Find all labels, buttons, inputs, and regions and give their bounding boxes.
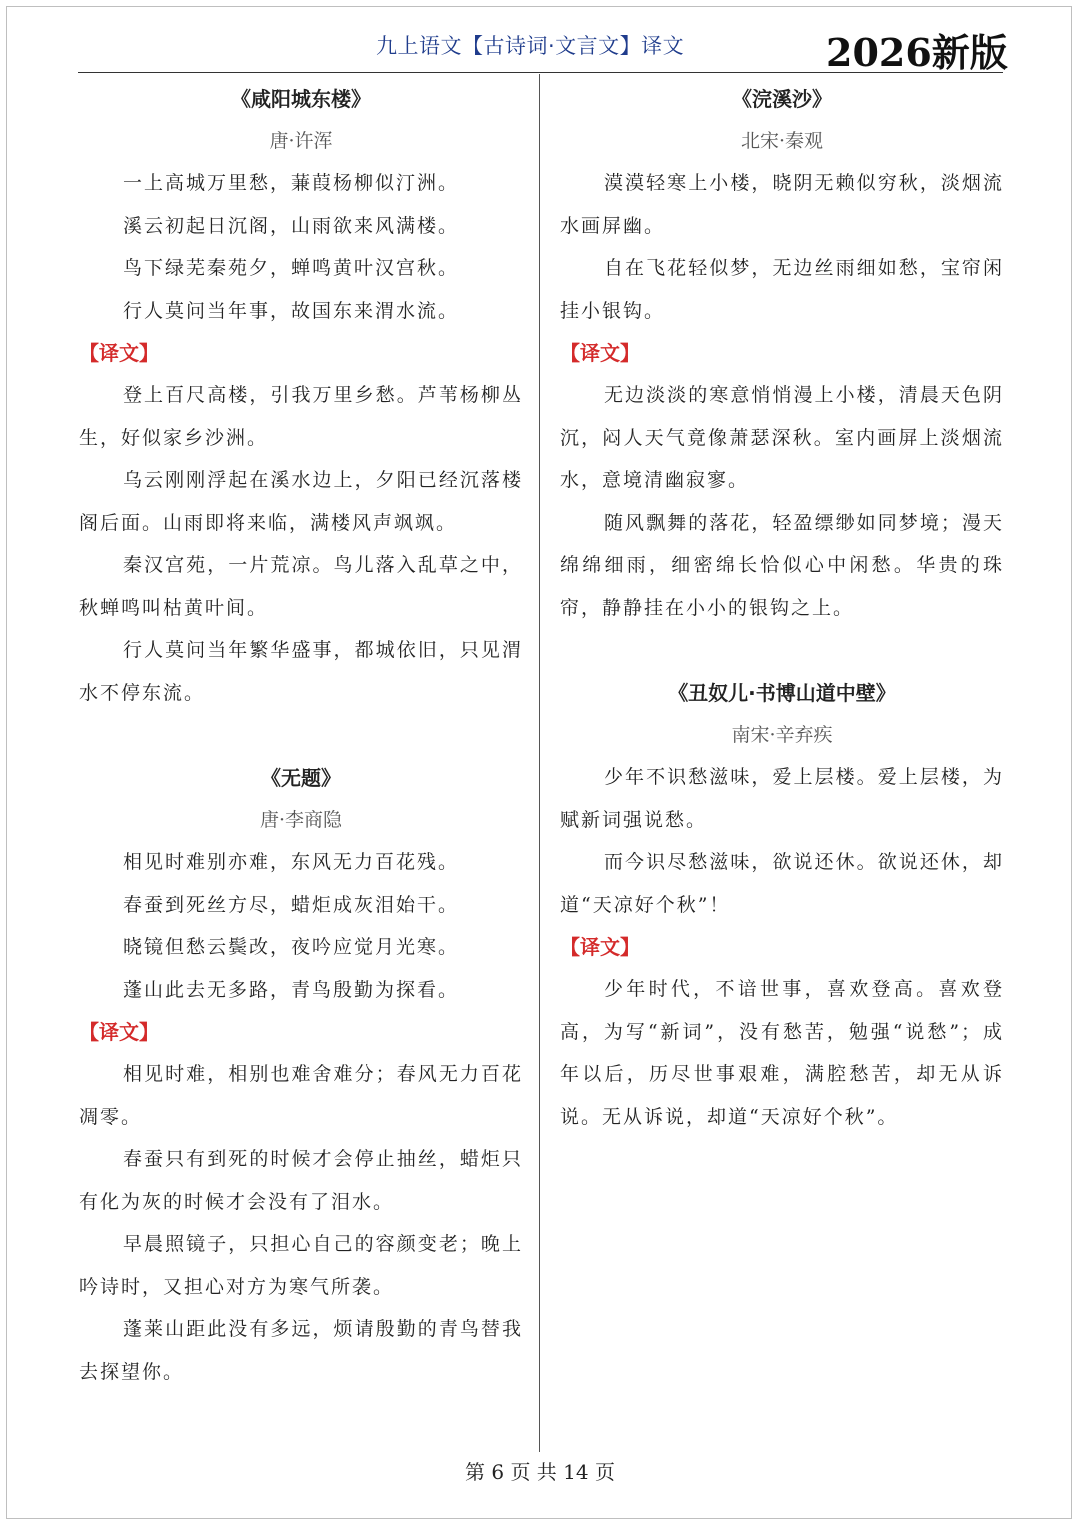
- poem-author: 唐·许浑: [269, 130, 333, 152]
- poem-author: 南宋·辛弃疾: [731, 724, 833, 746]
- poem-title: 《咸阳城东楼》: [231, 87, 371, 111]
- translation-paragraph: 无边淡淡的寒意悄悄漫上小楼，清晨天色阴沉，闷人天气竟像萧瑟深秋。室内画屏上淡烟流水，意境清幽寂寥。: [560, 384, 1004, 491]
- header-rule: [78, 72, 1003, 73]
- poem-line: 漠漠轻寒上小楼，晓阴无赖似穷秋，淡烟流水画屏幽。: [560, 172, 1004, 237]
- translation-paragraph: 少年时代，不谙世事，喜欢登高。喜欢登高，为写“新词”，没有愁苦，勉强“说愁”；成年以后，历尽世事艰难，满腔愁苦，却无从诉说。无从诉说，却道“天凉好个秋”。: [560, 978, 1004, 1128]
- header-edition: 2026新版: [826, 30, 1008, 75]
- translation-label: 【译文】: [560, 935, 640, 959]
- translation-label: 【译文】: [560, 341, 640, 365]
- poem-line: 蓬山此去无多路，青鸟殷勤为探看。: [123, 978, 460, 1001]
- poem-title: 《丑奴儿·书博山道中壁》: [668, 681, 896, 705]
- header-subject: 九上语文【古诗词·文言文】译文: [376, 34, 685, 58]
- translation-paragraph: 登上百尺高楼，引我万里乡愁。芦苇杨柳丛生，好似家乡沙洲。: [79, 384, 523, 449]
- poem-block-huanxisha: [560, 78, 1004, 629]
- poem-line: 相见时难别亦难，东风无力百花残。: [123, 851, 460, 873]
- translation-label: 【译文】: [79, 1020, 159, 1044]
- translation-label: 【译文】: [79, 341, 159, 365]
- poem-author: 北宋·秦观: [740, 130, 824, 152]
- poem-line: 少年不识愁滋味，爱上层楼。爱上层楼，为赋新词强说愁。: [560, 766, 1004, 831]
- poem-line: 行人莫问当年事，故国东来渭水流。: [123, 299, 460, 322]
- poem-block-xianyang: [79, 78, 523, 714]
- poem-author: 唐·李商隐: [259, 809, 343, 831]
- translation-paragraph: 秦汉宫苑，一片荒凉。鸟儿落入乱草之中，秋蝉鸣叫枯黄叶间。: [79, 554, 523, 619]
- poem-title: 《无题》: [261, 766, 341, 790]
- poem-line: 鸟下绿芜秦苑夕，蝉鸣黄叶汉宫秋。: [123, 257, 460, 279]
- translation-paragraph: 乌云刚刚浮起在溪水边上，夕阳已经沉落楼阁后面。山雨即将来临，满楼风声飒飒。: [79, 469, 523, 534]
- poem-line: 晓镜但愁云鬓改，夜吟应觉月光寒。: [123, 936, 460, 958]
- translation-paragraph: 蓬莱山距此没有多远，烦请殷勤的青鸟替我去探望你。: [79, 1318, 523, 1383]
- translation-paragraph: 早晨照镜子，只担心自己的容颜变老；晚上吟诗时，又担心对方为寒气所袭。: [79, 1233, 523, 1298]
- poem-block-wuti: [79, 757, 523, 1393]
- poem-block-chounuer: [560, 672, 1004, 1138]
- page-number: 第 6 页 共 14 页: [465, 1460, 615, 1484]
- poem-line: 自在飞花轻似梦，无边丝雨细如愁，宝帘闲挂小银钩。: [560, 257, 1004, 322]
- translation-paragraph: 随风飘舞的落花，轻盈缥缈如同梦境；漫天绵绵细雨，细密绵长恰似心中闲愁。华贵的珠帘，静静挂在小小的银钩之上。: [560, 511, 1004, 619]
- translation-paragraph: 相见时难，相别也难舍难分；春风无力百花凋零。: [79, 1063, 523, 1128]
- translation-paragraph: 行人莫问当年繁华盛事，都城依旧，只见渭水不停东流。: [79, 639, 523, 704]
- poem-title: 《浣溪沙》: [732, 87, 832, 111]
- translation-paragraph: 春蚕只有到死的时候才会停止抽丝，蜡炬只有化为灰的时候才会没有了泪水。: [79, 1148, 523, 1213]
- poem-line: 一上高城万里愁，蒹葭杨柳似汀洲。: [123, 172, 460, 194]
- poem-line: 溪云初起日沉阁，山雨欲来风满楼。: [123, 214, 460, 237]
- column-divider: [539, 74, 540, 1452]
- poem-line: 春蚕到死丝方尽，蜡炬成灰泪始干。: [123, 893, 460, 916]
- poem-line: 而今识尽愁滋味，欲说还休。欲说还休，却道“天凉好个秋”！: [560, 851, 1004, 916]
